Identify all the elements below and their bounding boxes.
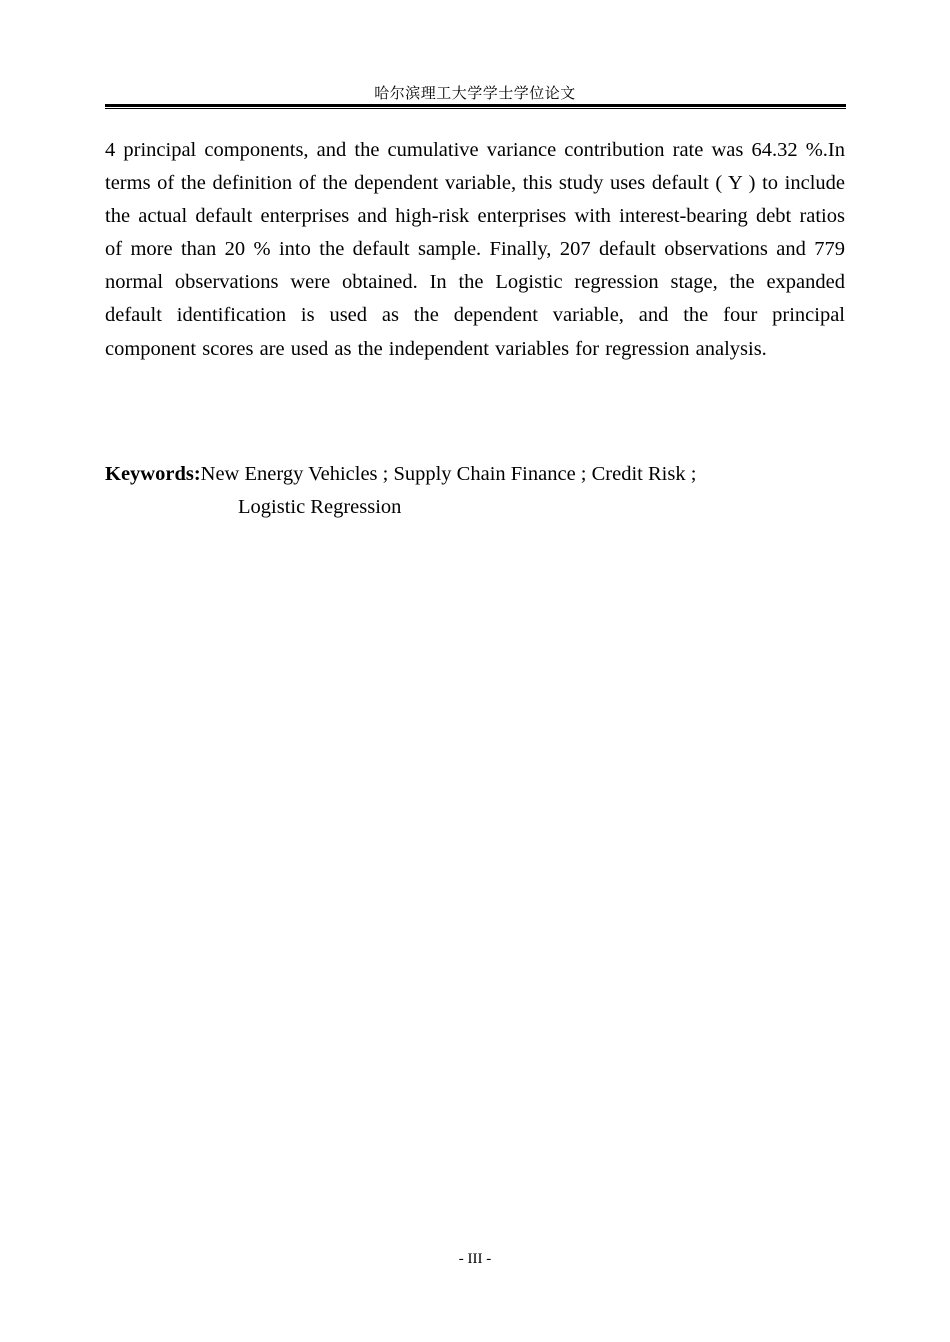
- keywords-line-1: New Energy Vehicles ; Supply Chain Finance ; Credit Risk ;: [200, 463, 697, 485]
- keywords-line-2: Logistic Regression: [238, 496, 402, 518]
- page-number: - III -: [458, 1251, 492, 1267]
- running-header: 哈尔滨理工大学学士学位论文: [374, 84, 576, 102]
- header-rule-thick: [105, 104, 846, 107]
- keywords-section: [105, 458, 825, 524]
- abstract-paragraph: 4 principal components, and the cumulative variance contribution rate was 64.32 %.In terms of the definition of the dependent variable, this study uses default ( Y ) to include the actual default enterprises and high-risk enterprises with interest-bearing debt ratios of more than 20 % into the default sample. Finally, 207 default observations and 779 normal observations were obtained. In the Logistic regression stage, the expanded default identification is used as the dependent variable, and the four principal component scores are used as the independent variables for regression analysis.: [105, 139, 845, 360]
- keywords-label: Keywords:: [105, 463, 201, 485]
- header-rule-thin: [105, 108, 846, 109]
